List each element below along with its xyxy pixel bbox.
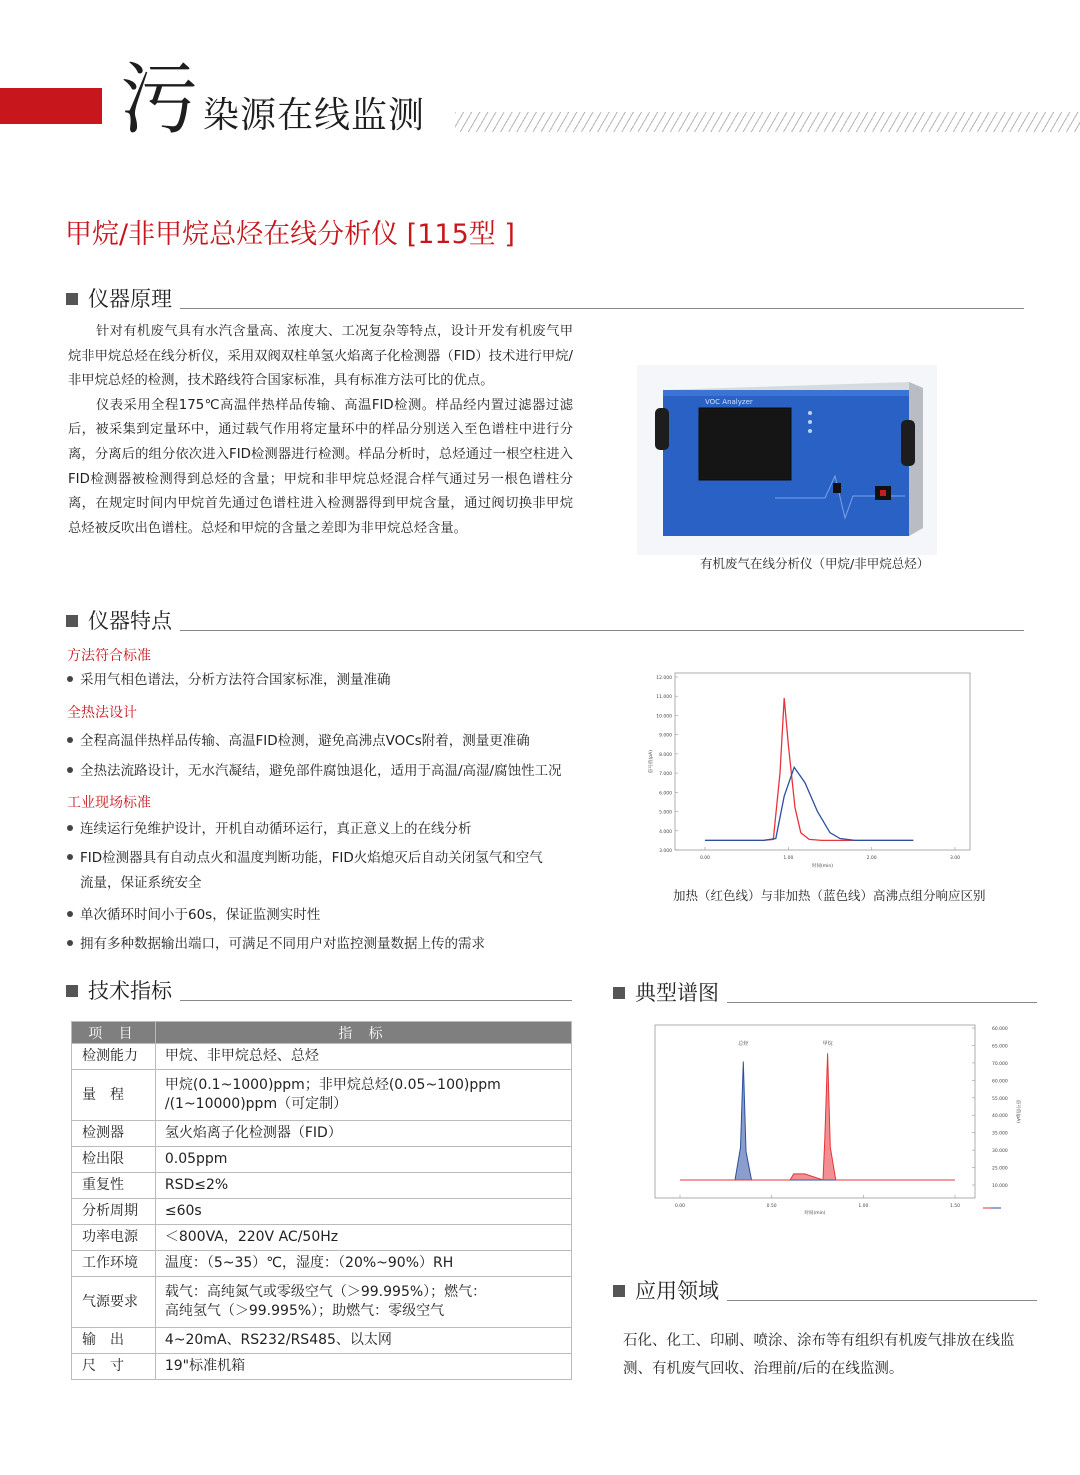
series-fill-1 [680,1053,955,1180]
x-tick-label: 0.00 [674,1204,686,1209]
section-title: 仪器原理 [88,287,172,311]
table-row [72,1044,572,1070]
principle-text [68,320,573,541]
y-tick-label: 60.000 [992,1027,1008,1032]
spec-key: 检测器 [72,1121,156,1147]
spec-key: 功率电源 [72,1225,156,1251]
heading-square-icon [66,985,78,997]
table-row [72,1251,572,1277]
device-caption: 有机废气在线分析仪（甲烷/非甲烷总烃） [700,556,930,571]
table-row [72,1225,572,1251]
x-tick-label: 2.00 [866,856,877,861]
y-tick-label: 40.000 [992,1114,1008,1120]
table-row [72,1328,572,1354]
spec-value: ＜800VA，220V AC/50Hz [155,1225,571,1251]
section-title: 仪器特点 [88,609,172,633]
header-title: 染源在线监测 [203,95,426,136]
feature-item: 连续运行免维护设计，开机自动循环运行，真正意义上的在线分析 [67,819,472,839]
feature-group-title: 方法符合标准 [67,648,151,664]
principle-paragraph-1: 针对有机废气具有水汽含量高、浓度大、工况复杂等特点，设计开发有机废气甲烷非甲烷总烃在线分析仪，采用双阀双柱单氢火焰离子化检测器（FID）技术进行甲烷/非甲烷总烃的检测，技术路线符合国家标准，具有标准方法可比的优点。 [68,324,573,389]
spec-value: 甲烷、非甲烷总烃、总烃 [155,1044,571,1070]
x-axis-label: 时间(min) [804,1211,826,1216]
y-tick-label: 6.000 [659,791,672,797]
feature-item: 全程高温伴热样品传输、高温FID检测，避免高沸点VOCs附着，测量更准确 [67,731,530,751]
column-header: 项 目 [72,1022,156,1044]
heading-rule [727,1002,1037,1003]
y-tick-label: 65.000 [992,1044,1008,1050]
heading-square-icon [613,987,625,999]
plot-frame [675,673,970,850]
y-tick-label: 3.000 [659,849,672,854]
chart-typical-chromatogram [645,1020,1030,1220]
principle-paragraph-2: 仪表采用全程175℃高温伴热样品传输、高温FID检测。样品经内置过滤器过滤后，被采集到定量环中，通过载气作用将定量环中的样品分别送入至色谱柱中进行分离，分离后的组分依次进入FID检测器进行检测。样品分析时，总烃通过一根空柱进入FID检测器被检测得到总烃的含量；甲烷和非甲烷总烃混合样气通过另一根色谱柱分离，在规定时间内甲烷首先通过色谱柱进入检测器得到甲烷含量，通过阀切换非甲烷总烃被反吹出色谱柱。总烃和甲烷的含量之差即为非甲烷总烃含量。 [68,397,573,536]
spec-key: 量 程 [72,1070,156,1121]
series-fill-0 [680,1062,955,1181]
section-features-heading [66,608,1024,634]
spec-value: RSD≤2% [155,1173,571,1199]
section-application-heading [613,1278,1037,1304]
x-tick-label: 1.50 [949,1204,961,1209]
x-axis-label: 时间(min) [812,864,833,869]
y-tick-label: 11.000 [656,695,672,701]
spec-key: 气源要求 [72,1277,156,1328]
chart-heated-vs-unheated [640,665,980,870]
spec-value: 0.05ppm [155,1147,571,1173]
spec-value: 4~20mA、RS232/RS485、以太网 [155,1328,571,1354]
y-tick-label: 25.000 [992,1166,1008,1172]
header-red-bar [0,88,102,124]
section-specs-heading [66,978,572,1004]
peak-label: 甲烷 [822,1041,833,1048]
section-principle-heading [66,286,1024,312]
x-tick-label: 0.50 [766,1204,777,1209]
feature-item: 全热法流路设计，无水汽凝结，避免部件腐蚀退化，适用于高温/高湿/腐蚀性工况 [67,761,562,781]
y-tick-label: 10.000 [992,1184,1008,1189]
y-tick-label: 55.000 [992,1096,1008,1102]
application-line-1: 石化、化工、印刷、喷涂、涂布等有组织有机废气排放在线监 [623,1333,1015,1349]
spec-value: 载气：高纯氮气或零级空气（＞99.995%）；燃气： 高纯氢气（＞99.995%）；助燃气：零级空气 [155,1277,571,1328]
product-title: 甲烷/非甲烷总烃在线分析仪 [115型 ] [65,219,515,250]
section-title: 应用领域 [635,1279,719,1303]
spec-value: ≤60s [155,1199,571,1225]
spec-key: 工作环境 [72,1251,156,1277]
table-row [72,1354,572,1380]
feature-item: 采用气相色谱法，分析方法符合国家标准，测量准确 [67,670,391,690]
table-row [72,1199,572,1225]
y-tick-label: 9.000 [659,733,672,739]
y-tick-label: 5.000 [659,810,672,816]
series-line-1 [680,1053,955,1180]
spec-value: 19"标准机箱 [155,1354,571,1380]
spec-value: 氢火焰离子化检测器（FID） [155,1121,571,1147]
feature-item: 拥有多种数据输出端口，可满足不同用户对监控测量数据上传的需求 [67,934,485,954]
feature-group-title: 全热法设计 [67,705,137,721]
y-tick-label: 8.000 [659,752,672,758]
spec-value: 甲烷(0.1~1000)ppm；非甲烷总烃(0.05~100)ppm /(1~10000)ppm（可定制） [155,1070,571,1121]
heading-square-icon [66,615,78,627]
y-tick-label: 35.000 [992,1131,1008,1137]
section-typical-heading [613,980,1037,1006]
table-row [72,1173,572,1199]
feature-item-continued: 流量，保证系统安全 [80,875,202,891]
device-photo [655,368,930,553]
x-tick-label: 1.00 [858,1204,869,1209]
heading-rule [180,1000,572,1001]
heading-rule [180,308,1024,309]
spec-key: 检测能力 [72,1044,156,1070]
section-title: 典型谱图 [635,981,719,1005]
spec-value: 温度：（5~35）℃，湿度：（20%~90%）RH [155,1251,571,1277]
series-line-0 [680,1062,955,1181]
plot-frame [655,1025,975,1198]
table-row [72,1070,572,1121]
heading-rule [180,630,1024,631]
x-tick-label: 3.00 [949,856,961,861]
feature-item: 单次循环时间小于60s，保证监测实时性 [67,905,320,925]
heading-square-icon [613,1285,625,1297]
x-tick-label: 1.00 [783,856,794,861]
y-axis-label: 信号值(pA) [649,750,654,773]
header-hatch-divider [455,112,1080,132]
chart-caption: 加热（红色线）与非加热（蓝色线）高沸点组分响应区别 [673,888,986,903]
column-header: 指 标 [155,1022,571,1044]
spec-table-header [72,1022,572,1044]
series-line-0 [705,698,913,840]
y-tick-label: 4.000 [659,829,672,835]
y-tick-label: 60.000 [992,1079,1008,1085]
spec-key: 重复性 [72,1173,156,1199]
table-row [72,1147,572,1173]
feature-group-title: 工业现场标准 [67,795,151,811]
feature-item: FID检测器具有自动点火和温度判断功能，FID火焰熄灭后自动关闭氢气和空气 [67,848,543,868]
y-tick-label: 12.000 [656,676,672,681]
series-line-1 [705,767,913,840]
spec-key: 输 出 [72,1328,156,1354]
y-axis-label: 信号值(pA) [1015,1100,1020,1123]
y-tick-label: 70.000 [992,1061,1008,1067]
header-big-char: 污 [120,55,199,145]
spec-key: 检出限 [72,1147,156,1173]
peak-label: 总烃 [738,1041,749,1048]
application-line-2: 测、有机废气回收、治理前/后的在线监测。 [623,1361,904,1377]
spec-key: 分析周期 [72,1199,156,1225]
spec-table [71,1021,572,1380]
spec-key: 尺 寸 [72,1354,156,1380]
y-tick-label: 7.000 [659,772,672,778]
device-brand: VOC Analyzer [705,398,753,406]
heading-rule [727,1300,1037,1301]
y-tick-label: 10.000 [656,714,672,720]
heading-square-icon [66,293,78,305]
x-tick-label: 0.00 [699,856,711,861]
table-row [72,1277,572,1328]
table-row [72,1121,572,1147]
section-title: 技术指标 [88,979,172,1003]
y-tick-label: 30.000 [992,1149,1008,1155]
